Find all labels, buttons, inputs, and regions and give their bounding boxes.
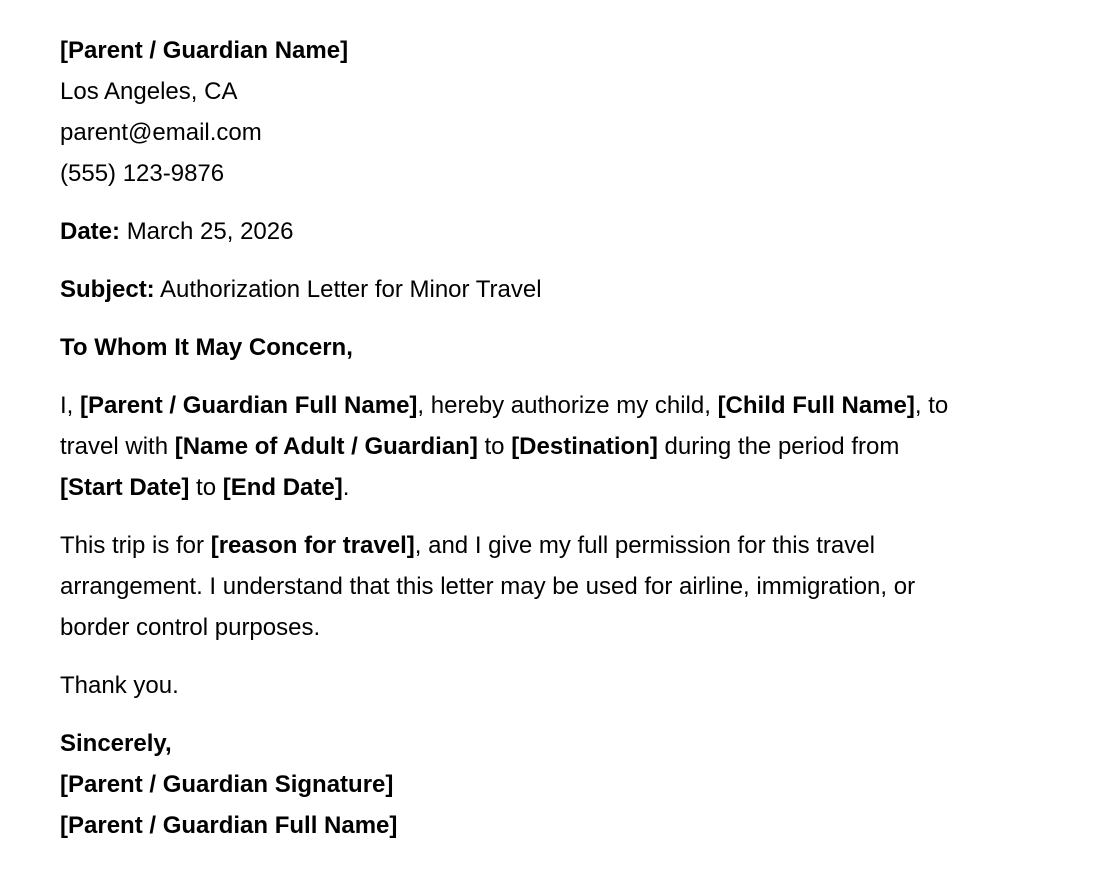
text-run: to [189, 474, 223, 501]
start-date-placeholder: [Start Date] [60, 474, 190, 501]
text-run: This trip is for [60, 532, 211, 559]
text-run: to [477, 433, 512, 460]
end-date-placeholder: [End Date] [222, 474, 343, 501]
paragraph-line: border control purposes. [60, 614, 321, 641]
text-run: I, [60, 392, 81, 419]
subject-label: Subject: [60, 276, 155, 303]
paragraph-line: arrangement. I understand that this letter may be used for airline, immigration, or [60, 573, 916, 600]
text-run: . [342, 474, 350, 501]
text-run: travel with [60, 433, 175, 460]
text-run: , and I give my full permission for this travel [414, 532, 875, 559]
reason-placeholder: [reason for travel] [210, 532, 415, 559]
salutation: To Whom It May Concern, [60, 334, 353, 361]
text-run: , hereby authorize my child, [417, 392, 718, 419]
signature-placeholder: [Parent / Guardian Signature] [60, 771, 394, 798]
thank-you-line: Thank you. [60, 672, 179, 699]
parent-full-name-placeholder: [Parent / Guardian Full Name] [80, 392, 418, 419]
sender-city: Los Angeles, CA [60, 78, 238, 105]
text-run: , to [914, 392, 949, 419]
sincerely-line: Sincerely, [60, 730, 172, 757]
sender-block [60, 30, 1060, 194]
letter-document [60, 30, 1060, 863]
authorization-paragraph [60, 385, 1060, 508]
date-label: Date: [60, 218, 121, 245]
child-full-name-placeholder: [Child Full Name] [717, 392, 915, 419]
sender-name: [Parent / Guardian Name] [60, 37, 349, 64]
paragraph-line [60, 467, 1060, 508]
paragraph-line [60, 426, 1060, 467]
sender-phone: (555) 123-9876 [60, 160, 225, 187]
adult-name-placeholder: [Name of Adult / Guardian] [174, 433, 478, 460]
purpose-paragraph [60, 525, 1060, 648]
signer-full-name-placeholder: [Parent / Guardian Full Name] [60, 812, 398, 839]
sender-email: parent@email.com [60, 119, 262, 146]
subject-line [60, 269, 1060, 310]
date-value: March 25, 2026 [126, 218, 294, 245]
paragraph-line [60, 385, 1060, 426]
signoff-block [60, 723, 1060, 846]
text-run: during the period from [657, 433, 900, 460]
destination-placeholder: [Destination] [511, 433, 658, 460]
paragraph-line [60, 525, 1060, 566]
date-line [60, 211, 1060, 252]
subject-value: Authorization Letter for Minor Travel [160, 276, 542, 303]
